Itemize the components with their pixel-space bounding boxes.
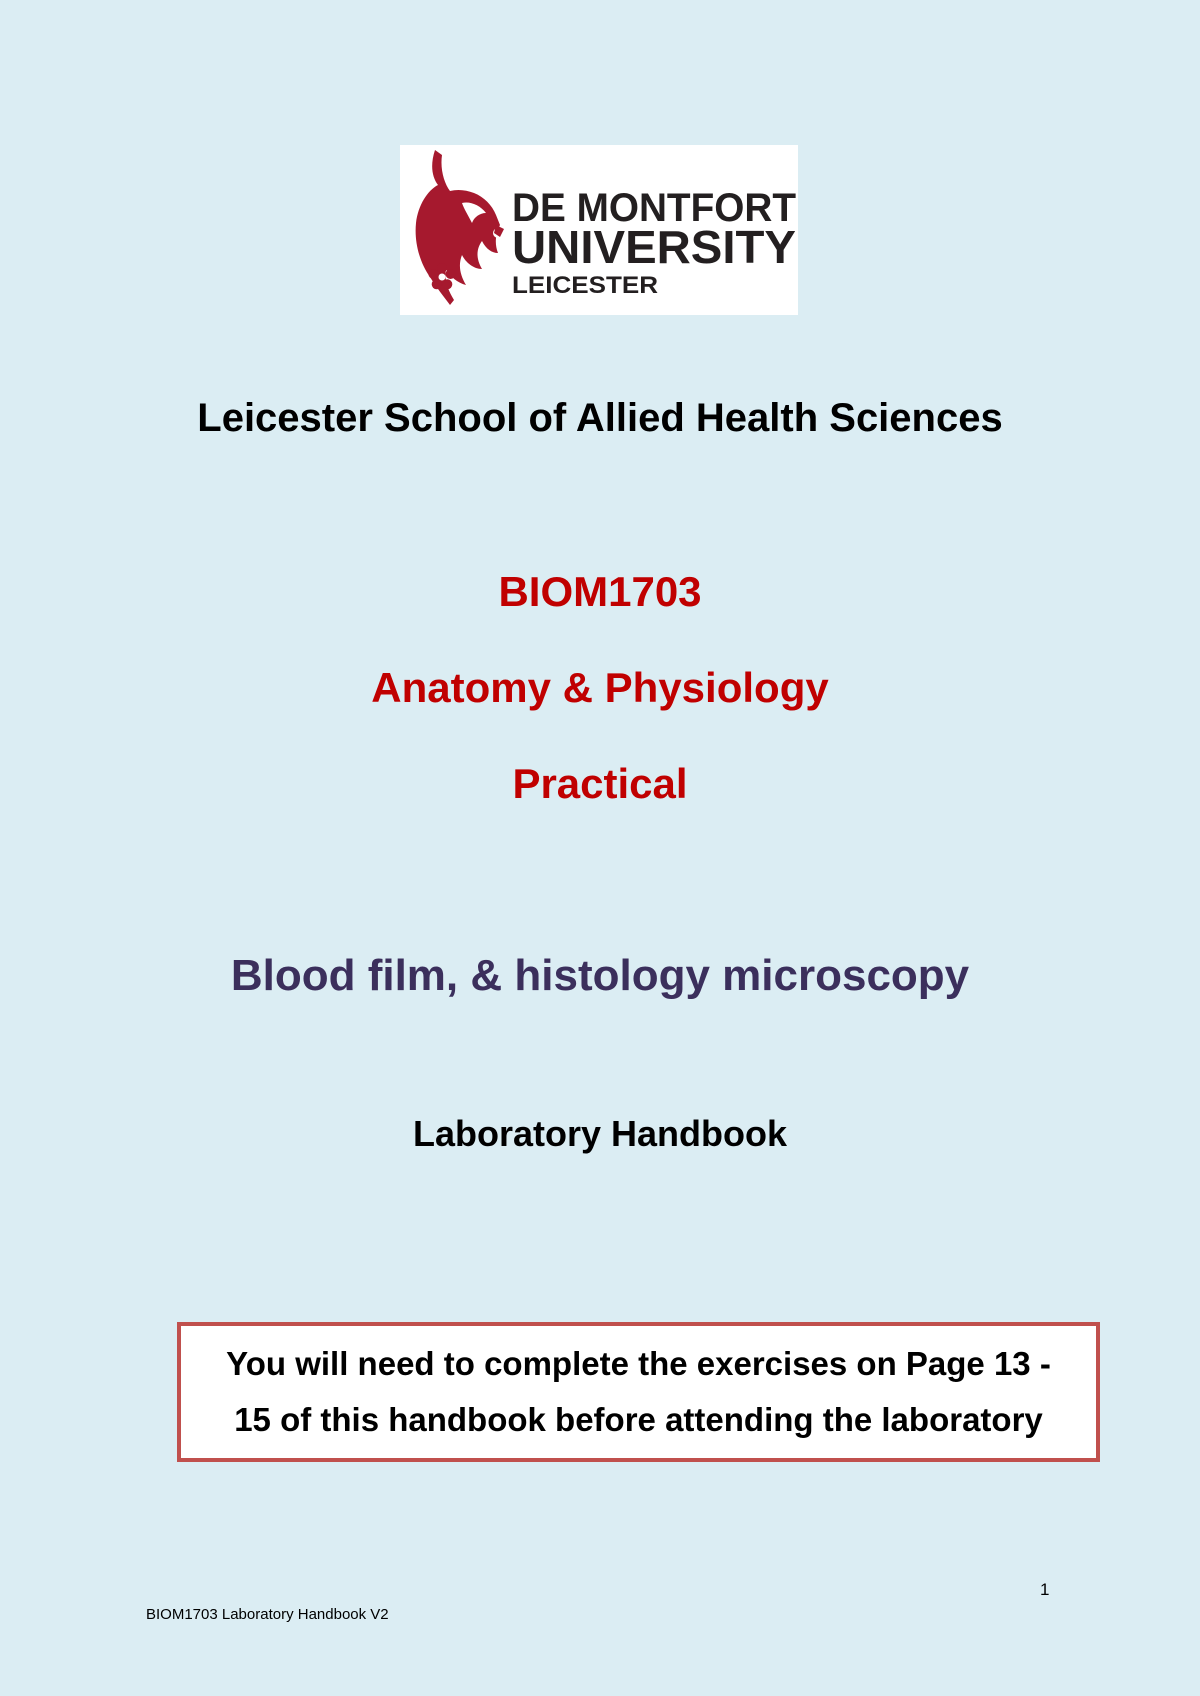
topic-title: Blood film, & histology microscopy — [230, 951, 970, 1000]
lion-crest-icon — [400, 145, 798, 315]
logo-line3: LEICESTER — [512, 272, 658, 299]
school-name: Leicester School of Allied Health Sciences — [197, 396, 1003, 440]
notice-line1: You will need to complete the exercises on Page 13 - — [226, 1345, 1051, 1382]
notice-text — [189, 1336, 1089, 1448]
course-title: Anatomy & Physiology — [371, 664, 829, 711]
page-number: 1 — [1040, 1580, 1050, 1599]
footer-text: BIOM1703 Laboratory Handbook V2 — [146, 1606, 389, 1623]
logo-line1: DE MONTFORT — [512, 186, 796, 230]
course-code: BIOM1703 — [498, 568, 702, 615]
university-logo — [400, 145, 798, 315]
course-type: Practical — [512, 760, 688, 807]
notice-line2: 15 of this handbook before attending the laboratory — [234, 1401, 1043, 1438]
logo-line2: UNIVERSITY — [512, 221, 796, 273]
handbook-label: Laboratory Handbook — [412, 1113, 788, 1154]
notice-box — [177, 1322, 1100, 1462]
